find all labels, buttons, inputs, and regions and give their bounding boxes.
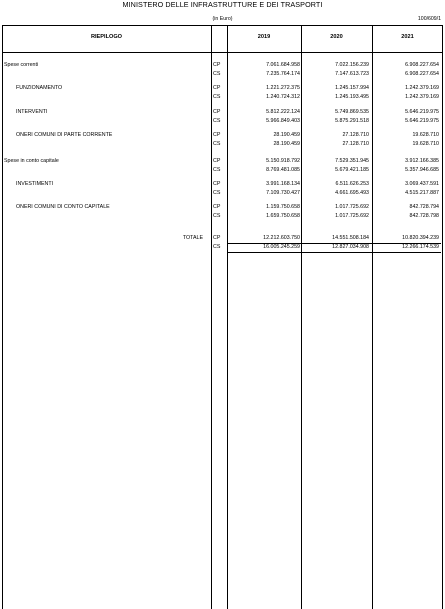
value-2019: 1.659.750.658 bbox=[266, 213, 300, 219]
unit-label: (in Euro) bbox=[212, 16, 233, 22]
value-2020: 14.551.508.184 bbox=[332, 235, 369, 241]
table-row bbox=[2, 70, 443, 79]
value-2020: 1.017.725.692 bbox=[335, 213, 369, 219]
table-row bbox=[2, 212, 443, 221]
value-2020: 6.511.626.253 bbox=[335, 181, 369, 187]
value-2019: 1.221.272.375 bbox=[266, 85, 300, 91]
value-2021: 3.912.166.385 bbox=[405, 158, 439, 164]
value-2019: 1.159.750.658 bbox=[266, 204, 300, 210]
value-2019: 5.966.849.403 bbox=[266, 118, 300, 124]
value-2019: 5.812.222.124 bbox=[266, 109, 300, 115]
value-2019: 16.005.245.259 bbox=[263, 244, 300, 250]
row-type: CP bbox=[213, 132, 221, 138]
row-type: CS bbox=[213, 118, 221, 124]
value-2020: 7.147.613.723 bbox=[335, 71, 369, 77]
value-2021: 10.820.394.239 bbox=[402, 235, 439, 241]
row-type: CP bbox=[213, 158, 221, 164]
table-row bbox=[2, 84, 443, 93]
row-type: CS bbox=[213, 190, 221, 196]
value-2021: 1.242.379.169 bbox=[405, 94, 439, 100]
value-2019: 8.769.481.085 bbox=[266, 167, 300, 173]
column-header-2020: 2020 bbox=[330, 34, 343, 40]
table-row bbox=[2, 108, 443, 117]
value-2021: 4.515.217.887 bbox=[405, 190, 439, 196]
value-2021: 5.357.946.685 bbox=[405, 167, 439, 173]
table-row bbox=[2, 180, 443, 189]
row-label: Spese in conto capitale bbox=[4, 158, 59, 164]
row-label: ONERI COMUNI DI CONTO CAPITALE bbox=[16, 204, 110, 210]
row-label: INVESTIMENTI bbox=[16, 181, 54, 187]
value-2021: 3.069.437.591 bbox=[405, 181, 439, 187]
row-label: INTERVENTI bbox=[16, 109, 48, 115]
table-row bbox=[2, 189, 443, 198]
row-type: CP bbox=[213, 204, 221, 210]
row-type: CS bbox=[213, 94, 221, 100]
row-type: CS bbox=[213, 167, 221, 173]
table-row bbox=[2, 131, 443, 140]
row-label: Spese correnti bbox=[4, 62, 39, 68]
table-row bbox=[2, 117, 443, 126]
value-2021: 5.646.219.975 bbox=[405, 118, 439, 124]
value-2019: 7.109.730.427 bbox=[266, 190, 300, 196]
value-2021: 842.728.794 bbox=[409, 204, 439, 210]
value-2019: 7.061.684.958 bbox=[266, 62, 300, 68]
table-row bbox=[2, 140, 443, 149]
table-row bbox=[2, 157, 443, 166]
column-header-riepilogo: RIEPILOGO bbox=[90, 34, 123, 40]
row-type: CS bbox=[213, 141, 221, 147]
table-row bbox=[2, 61, 443, 70]
value-2021: 5.646.219.975 bbox=[405, 109, 439, 115]
value-2019: 3.991.168.134 bbox=[266, 181, 300, 187]
row-label: ONERI COMUNI DI PARTE CORRENTE bbox=[16, 132, 113, 138]
value-2021: 6.908.227.654 bbox=[405, 71, 439, 77]
value-2020: 4.661.695.493 bbox=[335, 190, 369, 196]
value-2021: 19.628.710 bbox=[412, 132, 439, 138]
table-row bbox=[2, 166, 443, 175]
value-2021: 6.908.227.654 bbox=[405, 62, 439, 68]
header-divider bbox=[2, 52, 443, 53]
row-type: CS bbox=[213, 213, 221, 219]
value-2019: 12.212.603.750 bbox=[263, 235, 300, 241]
value-2020: 1.245.157.994 bbox=[335, 85, 369, 91]
row-label: FUNZIONAMENTO bbox=[16, 85, 63, 91]
value-2020: 27.128.710 bbox=[342, 141, 369, 147]
column-header-2021: 2021 bbox=[401, 34, 414, 40]
totals-row bbox=[2, 243, 443, 252]
row-type: CS bbox=[213, 244, 221, 250]
totals-row bbox=[2, 234, 443, 243]
row-type: CP bbox=[213, 109, 221, 115]
row-label: TOTALE bbox=[182, 235, 203, 241]
total-underline bbox=[227, 252, 441, 253]
row-type: CS bbox=[213, 71, 221, 77]
value-2020: 5.749.869.535 bbox=[335, 109, 369, 115]
value-2020: 7.022.156.239 bbox=[335, 62, 369, 68]
row-type: CP bbox=[213, 85, 221, 91]
value-2021: 19.628.710 bbox=[412, 141, 439, 147]
value-2019: 28.190.459 bbox=[273, 141, 300, 147]
value-2021: 842.728.798 bbox=[409, 213, 439, 219]
value-2020: 5.875.291.518 bbox=[335, 118, 369, 124]
table-row bbox=[2, 203, 443, 212]
value-2020: 27.128.710 bbox=[342, 132, 369, 138]
value-2020: 7.529.351.945 bbox=[335, 158, 369, 164]
value-2021: 1.242.379.169 bbox=[405, 85, 439, 91]
value-2019: 5.150.918.792 bbox=[266, 158, 300, 164]
value-2020: 12.827.034.908 bbox=[332, 244, 369, 250]
value-2020: 1.017.725.692 bbox=[335, 204, 369, 210]
value-2020: 5.679.421.185 bbox=[335, 167, 369, 173]
value-2019: 1.240.724.312 bbox=[266, 94, 300, 100]
value-2020: 1.245.193.495 bbox=[335, 94, 369, 100]
document-code: 100/609/1 bbox=[417, 16, 441, 22]
table-row bbox=[2, 93, 443, 102]
value-2021: 12.266.174.539 bbox=[402, 244, 439, 250]
row-type: CP bbox=[213, 62, 221, 68]
value-2019: 28.190.459 bbox=[273, 132, 300, 138]
row-type: CP bbox=[213, 181, 221, 187]
row-type: CP bbox=[213, 235, 221, 241]
value-2019: 7.235.764.174 bbox=[266, 71, 300, 77]
column-header-2019: 2019 bbox=[257, 34, 271, 40]
ministry-title: MINISTERO DELLE INFRASTRUTTURE E DEI TRASPORTI bbox=[122, 0, 323, 9]
